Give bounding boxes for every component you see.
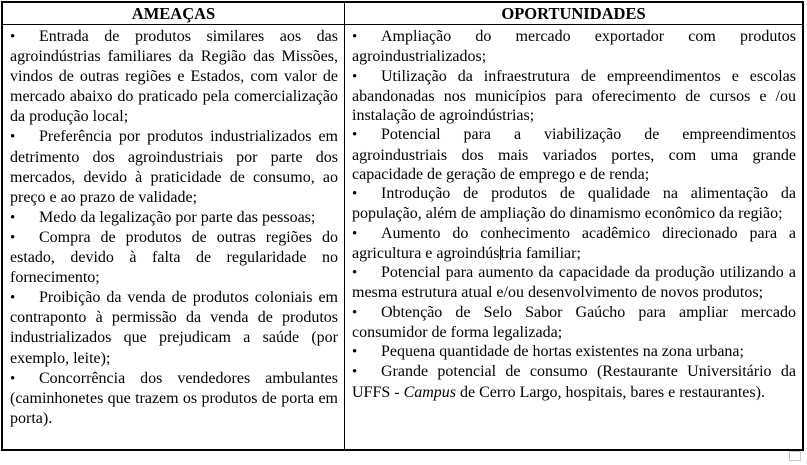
text-segment: Proibição da venda de produtos coloniais em contraponto à permissão da venda de produtos industrializados que prejudicam a saúde (por exemplo, leite); xyxy=(10,289,338,367)
list-item xyxy=(352,27,796,67)
text-segment: Preferência por produtos industrializados em detrimento dos agroindustriais por parte dos mercados, devido à praticidade de consumo, ao preço e ao prazo de validade; xyxy=(10,128,338,206)
bullet-icon: • xyxy=(352,29,358,45)
bullet-icon: • xyxy=(10,229,16,246)
text-segment: Pequena quantidade de hortas existentes na zona urbana; xyxy=(381,343,744,360)
bullet-icon: • xyxy=(352,304,358,321)
text-segment: Potencial para a viabilização de empreendimentos agroindustriais dos mais variados portes, com uma grande capacidade de geração de emprego e de renda; xyxy=(352,126,796,183)
bullet-icon: • xyxy=(10,129,16,146)
list-item xyxy=(352,224,796,264)
text-segment: Utilização da infraestrutura de empreendimentos e escolas abandonadas nos municípios para oferecimento de cursos e /ou instalação de agroindústrias; xyxy=(352,67,796,124)
text-segment: Campus xyxy=(403,383,457,401)
bullet-icon: • xyxy=(352,265,358,281)
list-item xyxy=(10,288,338,368)
table-resize-handle[interactable] xyxy=(789,451,801,461)
list-item xyxy=(10,27,338,127)
bullet-icon: • xyxy=(352,186,358,202)
text-segment: Aumento do conhecimento acadêmico direcionado para a agricultura e agroindús xyxy=(352,224,796,262)
bullet-icon: • xyxy=(352,344,358,360)
list-item xyxy=(10,208,338,228)
text-segment: Ampliação do mercado exportador com produtos agroindustrializados; xyxy=(352,28,796,66)
text-segment: Compra de produtos de outras regiões do estado, devido à falta de regularidade no fornecimento; xyxy=(10,228,338,287)
bullet-icon: • xyxy=(352,364,358,381)
list-item xyxy=(352,362,796,402)
threats-header: AMEAÇAS xyxy=(3,3,345,25)
opportunities-header: OPORTUNIDADES xyxy=(345,3,802,25)
bullet-icon: • xyxy=(10,209,16,226)
list-item xyxy=(352,342,796,362)
bullet-icon: • xyxy=(10,290,16,307)
text-segment: Medo da legalização por parte das pessoas; xyxy=(39,208,316,226)
list-item xyxy=(10,127,338,207)
list-item xyxy=(352,303,796,343)
opportunities-cell[interactable] xyxy=(345,25,802,449)
text-segment: Potencial para aumento da capacidade da produção utilizando a mesma estrutura atual e/ou desenvolvimento de novos produtos; xyxy=(352,264,796,302)
bullet-icon: • xyxy=(352,68,358,85)
text-segment: tria familiar; xyxy=(500,244,581,262)
bullet-icon: • xyxy=(352,127,358,144)
bullet-icon: • xyxy=(10,29,16,45)
bullet-icon: • xyxy=(352,225,358,242)
text-segment: Grande potencial de consumo (Restaurante Universitário da UFFS - xyxy=(352,363,796,401)
threats-cell[interactable] xyxy=(3,25,345,449)
list-item xyxy=(352,125,796,184)
list-item xyxy=(352,184,796,224)
swot-table xyxy=(1,1,804,451)
text-segment: Entrada de produtos similares aos das agroindústrias familiares da Região das Missões, vindos de outras regiões e Estados, com valor de mercado abaixo do praticado pela comercialização da produção local; xyxy=(10,28,338,126)
text-segment: Obtenção de Selo Sabor Gaúcho para ampliar mercado consumidor de forma legalizada; xyxy=(352,303,796,341)
table-body-row xyxy=(3,25,802,449)
list-item xyxy=(352,67,796,126)
table-header-row xyxy=(3,3,802,25)
list-item xyxy=(352,263,796,303)
list-item xyxy=(10,228,338,288)
bullet-icon: • xyxy=(10,370,16,387)
text-segment: de Cerro Largo, hospitais, bares e restaurantes). xyxy=(456,383,765,401)
text-segment: Concorrência dos vendedores ambulantes (caminhonetes que trazem os produtos de porta em porta). xyxy=(10,369,338,427)
list-item xyxy=(10,369,338,429)
text-segment: Introdução de produtos de qualidade na alimentação da população, além de ampliação do dinamismo econômico da região; xyxy=(352,185,796,223)
